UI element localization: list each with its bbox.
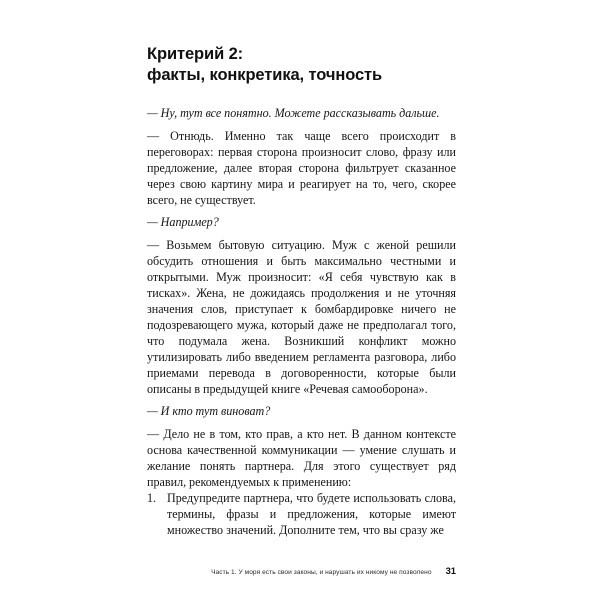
page-title-line-1: Критерий 2: (147, 45, 244, 63)
body-paragraph: — И кто тут виноват? (147, 404, 271, 419)
page-footer (147, 566, 456, 577)
body-paragraph: — Дело не в том, кто прав, а кто нет. В данном контексте основа качественной коммуникации — умение слушать и желание понять партнера. Для этого существует ряд правил, рекомендуемых к применению: (147, 427, 456, 490)
page-title (147, 44, 456, 86)
page-title-line-2: факты, конкретика, точность (147, 66, 383, 84)
body-paragraph: — Например? (147, 215, 219, 230)
numbered-rules-list (147, 491, 456, 539)
body-paragraph: — Возьмем бытовую ситуацию. Муж с женой решили обсудить отношения и быть максимально честными и открытыми. Муж произносит: «Я себя чувствую как в тисках». Жена, не дожидаясь продолжения и не уточняя значения слов, приступает к бомбардировке ничего не подозревающего мужа, который даже не предполагал того, что подумала жена. Возникший конфликт можно утилизировать либо введением регламента разговора, либо приемами перевода в договоренности, которые были описаны в предыдущей книге «Речевая самооборона». (147, 238, 456, 396)
body-paragraph: — Отнюдь. Именно так чаще всего происходит в переговорах: первая сторона произносит слово, фразу или предложение, далее вторая сторона фильтрует сказанное через свою картину мира и реагирует на то, чего, скорее всего, не существует. (147, 128, 456, 207)
page-content (147, 44, 456, 539)
list-item (147, 491, 456, 539)
list-item-text: Предупредите партнера, что будете использовать слова, термины, фразы и предложения, которые имеют множество значений. Дополните тем, что вы сразу же (167, 490, 456, 537)
list-item-number: 1. (147, 490, 157, 505)
footer-running-title: Часть 1. У моря есть свои законы, и нарушать их никому не позволено (211, 569, 432, 576)
page-number: 31 (445, 565, 456, 576)
body-paragraph: — Ну, тут все понятно. Можете рассказывать дальше. (147, 106, 440, 120)
